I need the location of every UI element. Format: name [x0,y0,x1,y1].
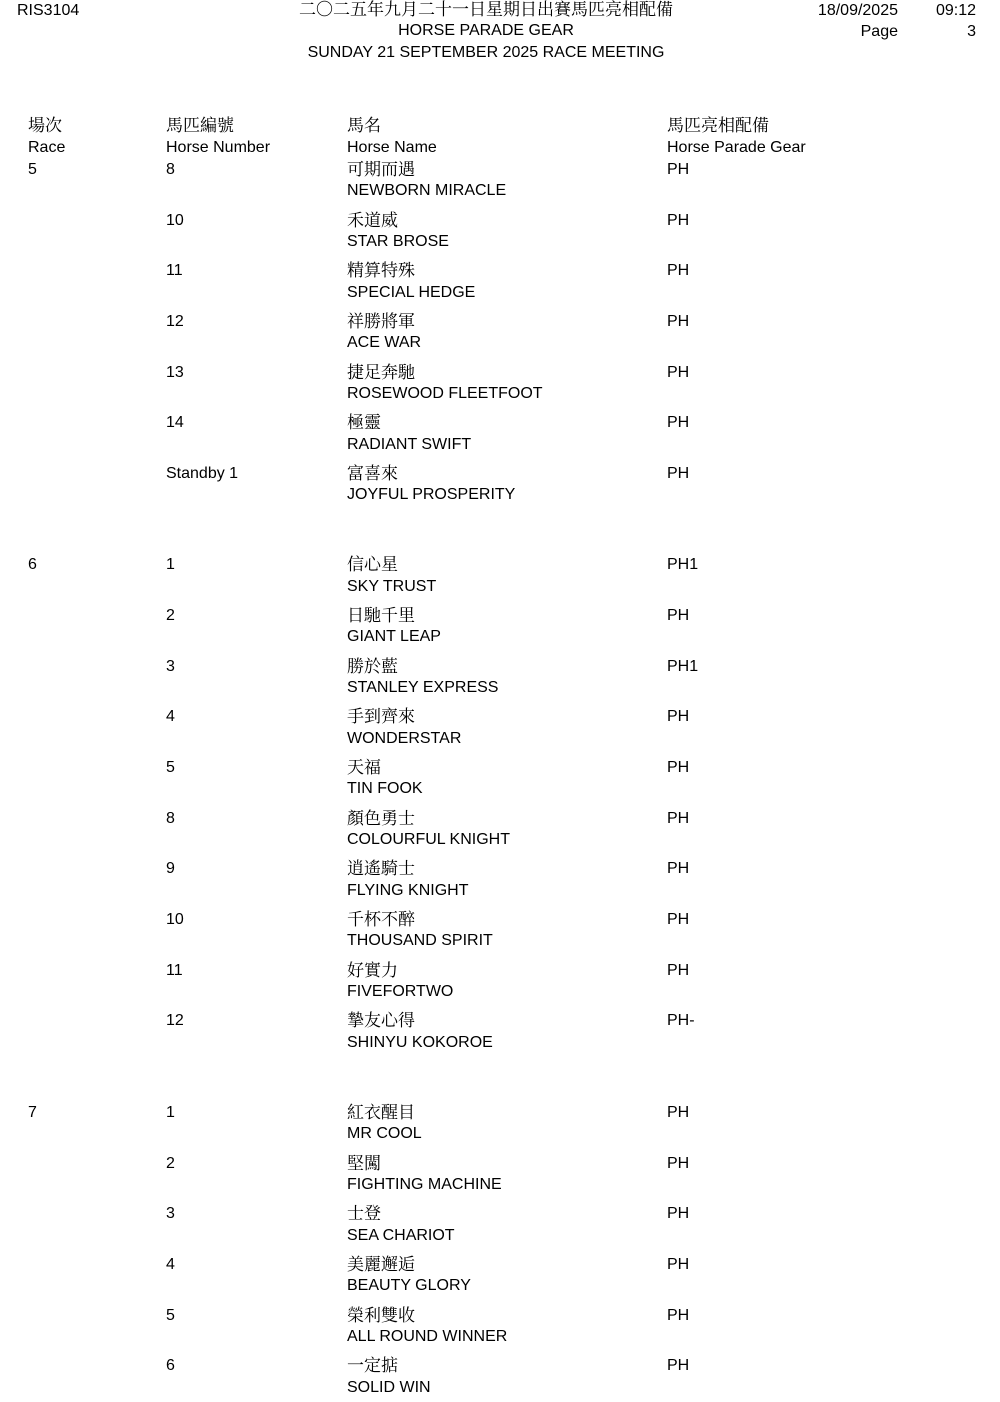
horse-name-chinese: 祥勝將軍 [347,312,415,331]
horse-name-chinese: 極靈 [347,413,381,432]
horse-name-english: JOYFUL PROSPERITY [347,486,516,503]
horse-name-chinese: 逍遙騎士 [347,859,415,878]
horse-name-english: SEA CHARIOT [347,1227,455,1244]
horse-name-english: MR COOL [347,1125,422,1142]
horse-number: 12 [166,313,184,330]
horse-number: 13 [166,364,184,381]
horse-name-english: FIGHTING MACHINE [347,1176,502,1193]
horse-number: 3 [166,658,175,675]
horse-name-chinese: 捷足奔馳 [347,363,415,382]
horse-name-english: FLYING KNIGHT [347,882,469,899]
parade-gear: PH [667,465,690,482]
horse-name-english: COLOURFUL KNIGHT [347,831,510,848]
parade-gear: PH [667,708,690,725]
horse-number: 2 [166,607,175,624]
horse-name-english: ALL ROUND WINNER [347,1328,508,1345]
horse-number: 5 [166,1307,175,1324]
horse-number: 1 [166,556,175,573]
horse-name-english: FIVEFORTWO [347,983,454,1000]
horse-name-english: TIN FOOK [347,780,423,797]
report-title-chinese: 二〇二五年九月二十一日星期日出賽馬匹亮相配備 [299,0,673,19]
horse-number: 10 [166,212,184,229]
horse-name-chinese: 紅衣醒目 [347,1103,415,1122]
horse-name-english: STANLEY EXPRESS [347,679,499,696]
horse-name-english: STAR BROSE [347,233,449,250]
horse-name-english: GIANT LEAP [347,628,441,645]
race-meeting-title: SUNDAY 21 SEPTEMBER 2025 RACE MEETING [307,44,665,61]
parade-gear: PH [667,161,690,178]
horse-number: 11 [166,962,183,979]
column-header-parade-gear: Horse Parade Gear [667,139,806,156]
print-date: 18/09/2025 [817,2,898,19]
horse-name-chinese: 堅闖 [347,1154,381,1173]
horse-name-chinese: 勝於藍 [347,657,398,676]
horse-number: 8 [166,161,175,178]
horse-name-english: WONDERSTAR [347,730,462,747]
horse-name-english: RADIANT SWIFT [347,436,472,453]
print-time: 09:12 [935,2,976,19]
horse-name-chinese: 天福 [347,758,381,777]
horse-number: 2 [166,1155,175,1172]
parade-gear: PH [667,262,690,279]
horse-name-chinese: 富喜來 [347,464,398,483]
horse-number: 10 [166,911,184,928]
parade-gear: PH [667,759,690,776]
horse-name-chinese: 千杯不醉 [347,910,415,929]
horse-number: 6 [166,1357,175,1374]
horse-number: 12 [166,1012,184,1029]
horse-name-english: THOUSAND SPIRIT [347,932,493,949]
horse-number: 11 [166,262,183,279]
report-code: RIS3104 [17,2,80,19]
horse-name-chinese: 可期而遇 [347,160,415,179]
horse-name-chinese: 精算特殊 [347,261,415,280]
horse-name-english: BEAUTY GLORY [347,1277,471,1294]
horse-name-chinese: 榮利雙收 [347,1306,415,1325]
page-number: 3 [967,23,976,40]
horse-number: 4 [166,1256,175,1273]
horse-name-chinese: 手到齊來 [347,707,415,726]
race-number: 6 [28,556,37,573]
parade-gear: PH [667,1104,690,1121]
horse-name-english: SOLID WIN [347,1379,431,1396]
parade-gear: PH [667,962,690,979]
column-header-race-chinese: 場次 [28,116,62,135]
parade-gear: PH [667,364,690,381]
parade-gear: PH [667,1256,690,1273]
parade-gear: PH [667,1307,690,1324]
horse-name-english: SPECIAL HEDGE [347,284,476,301]
page-label: Page [860,23,898,40]
horse-number: 14 [166,414,184,431]
column-header-race: Race [28,139,66,156]
horse-name-chinese: 士登 [347,1204,381,1223]
column-header-parade-gear-chinese: 馬匹亮相配備 [667,116,769,135]
parade-gear: PH [667,414,690,431]
column-header-horse-number-chinese: 馬匹編號 [166,116,234,135]
horse-number: 9 [166,860,175,877]
horse-name-english: ACE WAR [347,334,422,351]
horse-name-english: NEWBORN MIRACLE [347,182,507,199]
parade-gear: PH [667,212,690,229]
horse-number: 8 [166,810,175,827]
horse-number: 3 [166,1205,175,1222]
horse-name-chinese: 好實力 [347,961,398,980]
horse-number: 1 [166,1104,175,1121]
column-header-horse-number: Horse Number [166,139,271,156]
horse-name-chinese: 信心星 [347,555,398,574]
horse-number: 5 [166,759,175,776]
race-number: 5 [28,161,37,178]
parade-gear: PH [667,810,690,827]
parade-gear: PH [667,1205,690,1222]
parade-gear: PH1 [667,556,699,573]
horse-name-english: SHINYU KOKOROE [347,1034,493,1051]
race-number: 7 [28,1104,37,1121]
horse-name-chinese: 顏色勇士 [347,809,415,828]
parade-gear: PH [667,1155,690,1172]
parade-gear: PH [667,911,690,928]
parade-gear: PH1 [667,658,699,675]
parade-gear: PH [667,313,690,330]
column-header-horse-name: Horse Name [347,139,437,156]
horse-number: 4 [166,708,175,725]
parade-gear: PH [667,1357,690,1374]
horse-name-english: ROSEWOOD FLEETFOOT [347,385,543,402]
report-title-english: HORSE PARADE GEAR [398,22,574,39]
parade-gear: PH [667,607,690,624]
horse-number: Standby 1 [166,465,239,482]
horse-name-chinese: 一定掂 [347,1356,398,1375]
horse-name-chinese: 美麗邂逅 [347,1255,415,1274]
horse-name-chinese: 日馳千里 [347,606,415,625]
horse-name-english: SKY TRUST [347,578,437,595]
parade-gear: PH- [667,1012,695,1029]
parade-gear: PH [667,860,690,877]
horse-name-chinese: 摯友心得 [347,1011,415,1030]
horse-name-chinese: 禾道威 [347,211,398,230]
column-header-horse-name-chinese: 馬名 [347,116,381,135]
